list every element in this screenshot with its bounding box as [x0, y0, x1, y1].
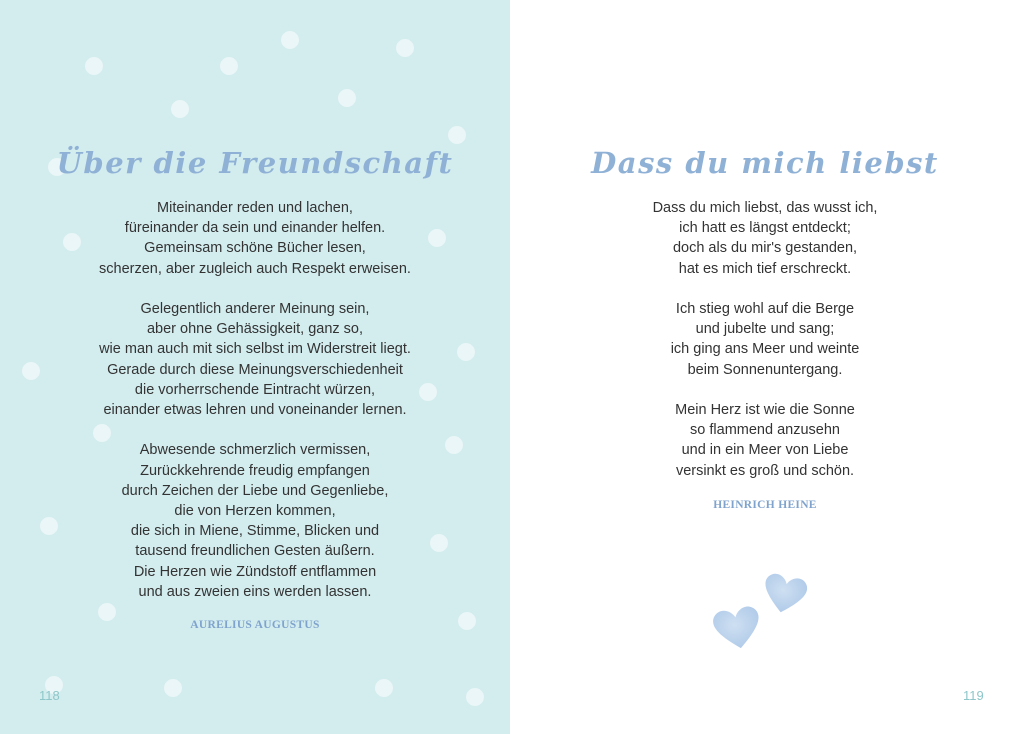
page-number: 119	[963, 688, 984, 703]
poem-line: und in ein Meer von Liebe	[681, 442, 849, 459]
poem-line: durch Zeichen der Liebe und Gegenliebe,	[121, 482, 389, 499]
poem-line: Mein Herz ist wie die Sonne	[675, 402, 855, 418]
poem-line: Gelegentlich anderer Meinung sein,	[140, 301, 370, 317]
poem-line: Miteinander reden und lachen,	[157, 200, 353, 216]
polka-dot	[164, 679, 182, 697]
poem-line: die vorherrschende Eintracht würzen,	[134, 381, 376, 398]
poem-line: wie man auch mit sich selbst im Widerstreit liegt.	[99, 341, 411, 358]
polka-dot	[220, 57, 238, 75]
poem-author: AURELIUS AUGUSTUS	[190, 619, 320, 631]
heart-icon	[711, 605, 763, 652]
polka-dot	[375, 679, 393, 697]
poem-title: Über die Freundschaft	[56, 146, 454, 180]
poem-line: beim Sonnenuntergang.	[687, 361, 843, 378]
poem-line: versinkt es groß und schön.	[675, 462, 855, 479]
poem-line: ich hatt es längst entdeckt;	[679, 220, 851, 237]
stanza	[0, 299, 510, 420]
poem-line: aber ohne Gehässigkeit, ganz so,	[146, 321, 364, 338]
stanza	[0, 198, 510, 279]
poem-body	[510, 198, 1020, 481]
polka-dot	[85, 57, 103, 75]
poem-body	[0, 198, 510, 602]
stanza	[0, 440, 510, 602]
poem-line: Ich stieg wohl auf die Berge	[675, 301, 855, 317]
poem-line: die sich in Miene, Stimme, Blicken und	[130, 523, 380, 540]
poem-line: und aus zweien eins werden lassen.	[138, 583, 372, 600]
poem-line: tausend freundlichen Gesten äußern.	[135, 543, 375, 560]
poem-line: einander etwas lehren und voneinander lernen.	[103, 402, 407, 419]
poem-line: Zurückkehrende freudig empfangen	[140, 462, 370, 479]
polka-dot	[338, 89, 356, 107]
poem-line: ich ging ans Meer und weinte	[670, 341, 860, 358]
poem-title: Dass du mich liebst	[591, 146, 939, 180]
poem-line: scherzen, aber zugleich auch Respekt erweisen.	[99, 260, 411, 277]
poem-line: Gerade durch diese Meinungsverschiedenheit	[107, 361, 403, 378]
page-number: 118	[39, 688, 60, 703]
poem-line: so flammend anzusehn	[690, 422, 840, 439]
poem-line: doch als du mir's gestanden,	[672, 240, 858, 257]
poem-line: Dass du mich liebst, das wusst ich,	[652, 200, 878, 216]
polka-dot	[171, 100, 189, 118]
watercolor-hearts-icon	[695, 556, 835, 666]
poem-line: und jubelte und sang;	[695, 321, 835, 338]
stanza	[510, 198, 1020, 279]
polka-dot	[281, 31, 299, 49]
poem-author: HEINRICH HEINE	[713, 499, 817, 511]
polka-dot	[466, 688, 484, 706]
stanza	[510, 400, 1020, 481]
polka-dot	[448, 126, 466, 144]
right-page	[510, 0, 1020, 734]
poem-line: Gemeinsam schöne Bücher lesen,	[144, 240, 366, 257]
heart-icon	[760, 572, 809, 617]
poem-line: die von Herzen kommen,	[174, 503, 336, 520]
stanza	[510, 299, 1020, 380]
poem-line: Die Herzen wie Zündstoff entflammen	[133, 563, 377, 580]
polka-dot	[396, 39, 414, 57]
poem-line: hat es mich tief erschreckt.	[678, 260, 852, 277]
poem-line: füreinander da sein und einander helfen.	[124, 220, 386, 237]
poem-line: Abwesende schmerzlich vermissen,	[139, 442, 371, 459]
